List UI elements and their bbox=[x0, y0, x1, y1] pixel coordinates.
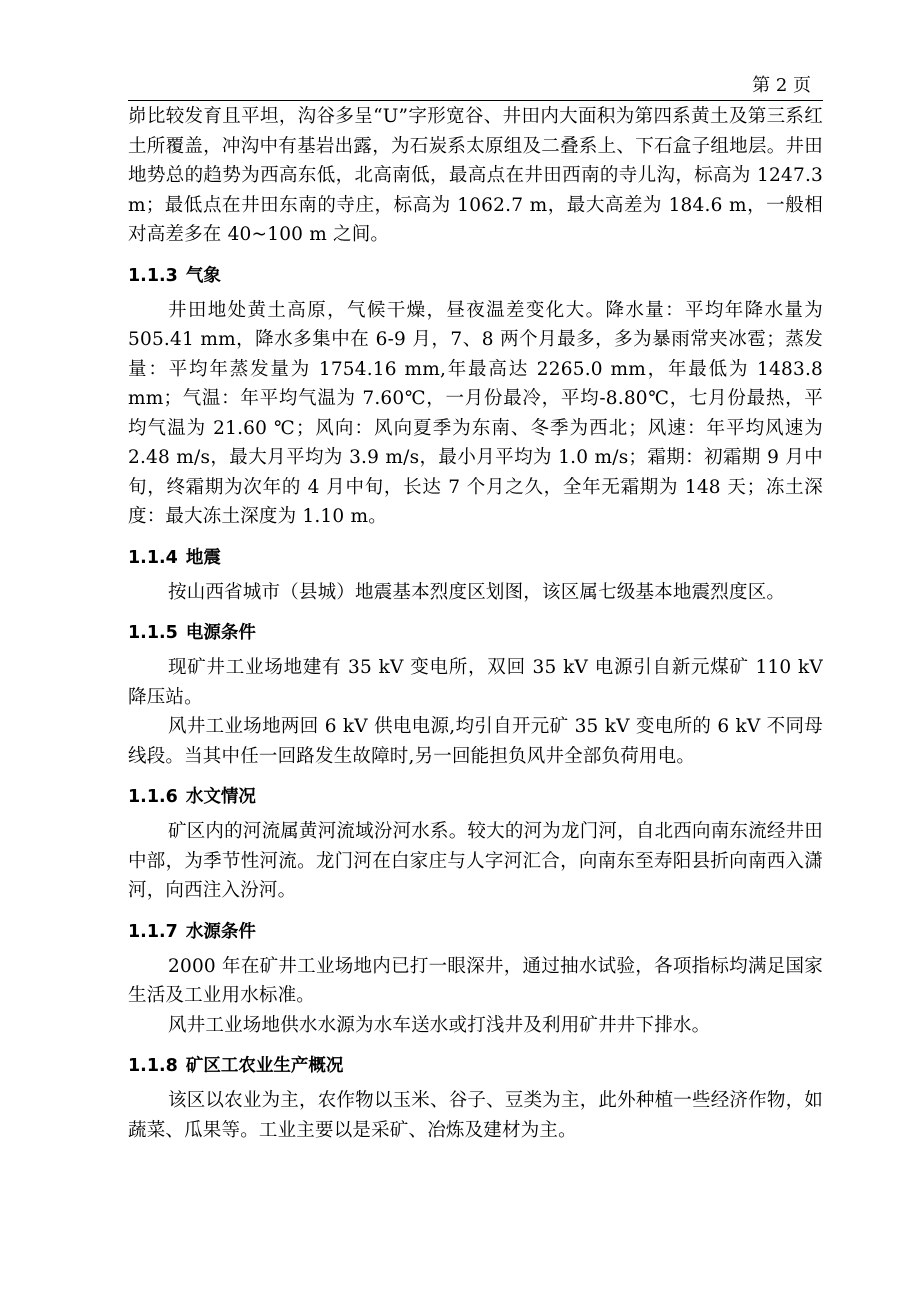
section-number: 1.1.3 bbox=[128, 265, 178, 286]
section-paragraph: 2000 年在矿井工业场地内已打一眼深井，通过抽水试验，各项指标均满足国家生活及工业用水标准。 bbox=[128, 955, 823, 1006]
section-number: 1.1.8 bbox=[128, 1056, 178, 1076]
section-water-source bbox=[128, 920, 823, 1041]
section-title: 水源条件 bbox=[185, 921, 256, 942]
page-header bbox=[128, 70, 823, 101]
section-heading bbox=[128, 920, 823, 944]
section-heading bbox=[128, 1054, 823, 1078]
section-title: 地震 bbox=[185, 547, 221, 568]
section-heading bbox=[128, 785, 823, 809]
section-paragraph: 该区以农业为主，农作物以玉米、谷子、豆类为主，此外种植一些经济作物，如蔬菜、瓜果等。工业主要以是采矿、冶炼及建材为主。 bbox=[128, 1090, 823, 1141]
section-heading bbox=[128, 264, 823, 288]
section-paragraph: 风井工业场地两回 6 kV 供电电源,均引自开元矿 35 kV 变电所的 6 kV 不同母线段。当其中任一回路发生故障时,另一回能担负风井全部负荷用电。 bbox=[128, 716, 823, 767]
section-power-supply bbox=[128, 621, 823, 771]
section-title: 气象 bbox=[185, 265, 221, 286]
section-paragraph: 按山西省城市（县城）地震基本烈度区划图，该区属七级基本地震烈度区。 bbox=[168, 581, 786, 603]
section-number: 1.1.7 bbox=[128, 921, 178, 942]
section-number: 1.1.4 bbox=[128, 547, 178, 568]
section-title: 矿区工农业生产概况 bbox=[185, 1056, 344, 1076]
section-climate bbox=[128, 264, 823, 532]
section-title: 电源条件 bbox=[185, 623, 256, 643]
section-heading bbox=[128, 546, 823, 570]
section-heading bbox=[128, 621, 823, 645]
section-earthquake bbox=[128, 546, 823, 608]
section-paragraph: 现矿井工业场地建有 35 kV 变电所，双回 35 kV 电源引自新元煤矿 110 kV 降压站。 bbox=[128, 657, 823, 708]
section-title: 水文情况 bbox=[185, 787, 256, 807]
section-paragraph: 井田地处黄土高原，气候干燥，昼夜温差变化大。降水量：平均年降水量为 505.41 mm，降水多集中在 6-9 月，7、8 两个月最多，多为暴雨常夹冰雹；蒸发量：平均年蒸发量为 1754.16 mm,年最高达 2265.0 mm，年最低为 1483.8 mm；气温：年平均气温为 7.60℃，一月份最冷，平均-8.80℃，七月份最热，平均气温为 21.60 ℃；风向：风向夏季为东南、冬季为西北；风速：年平均风速为 2.48 m/s，最大月平均为 3.9 m/s，最小月平均为 1.0 m/s；霜期：初霜期 9 月中旬，终霜期为次年的 4 月中旬，长达 7 个月之久，全年无霜期为 148 天；冻土深度：最大冻土深度为 1.10 m。 bbox=[128, 299, 823, 527]
section-number: 1.1.5 bbox=[128, 623, 178, 643]
document-body bbox=[128, 102, 823, 1145]
section-paragraph: 风井工业场地供水水源为水车送水或打浅井及利用矿井井下排水。 bbox=[168, 1014, 711, 1036]
section-paragraph: 矿区内的河流属黄河流域汾河水系。较大的河为龙门河，自北西向南东流经井田中部，为季节性河流。龙门河在白家庄与人字河汇合，向南东至寿阳县折向南西入潇河，向西注入汾河。 bbox=[128, 821, 823, 901]
section-number: 1.1.6 bbox=[128, 787, 178, 807]
section-industry-agriculture bbox=[128, 1054, 823, 1145]
section-hydrology bbox=[128, 785, 823, 906]
intro-paragraph: 峁比较发育且平坦，沟谷多呈“U”字形宽谷、井田内大面积为第四系黄土及第三系红土所覆盖，冲沟中有基岩出露，为石炭系太原组及二叠系上、下石盒子组地层。井田地势总的趋势为西高东低，北高南低，最高点在井田西南的寺儿沟，标高为 1247.3 m；最低点在井田东南的寺庄，标高为 1062.7 m，最大高差为 184.6 m，一般相对高差多在 40~100 m 之间。 bbox=[128, 106, 823, 245]
page-number: 第 2 页 bbox=[752, 75, 811, 96]
